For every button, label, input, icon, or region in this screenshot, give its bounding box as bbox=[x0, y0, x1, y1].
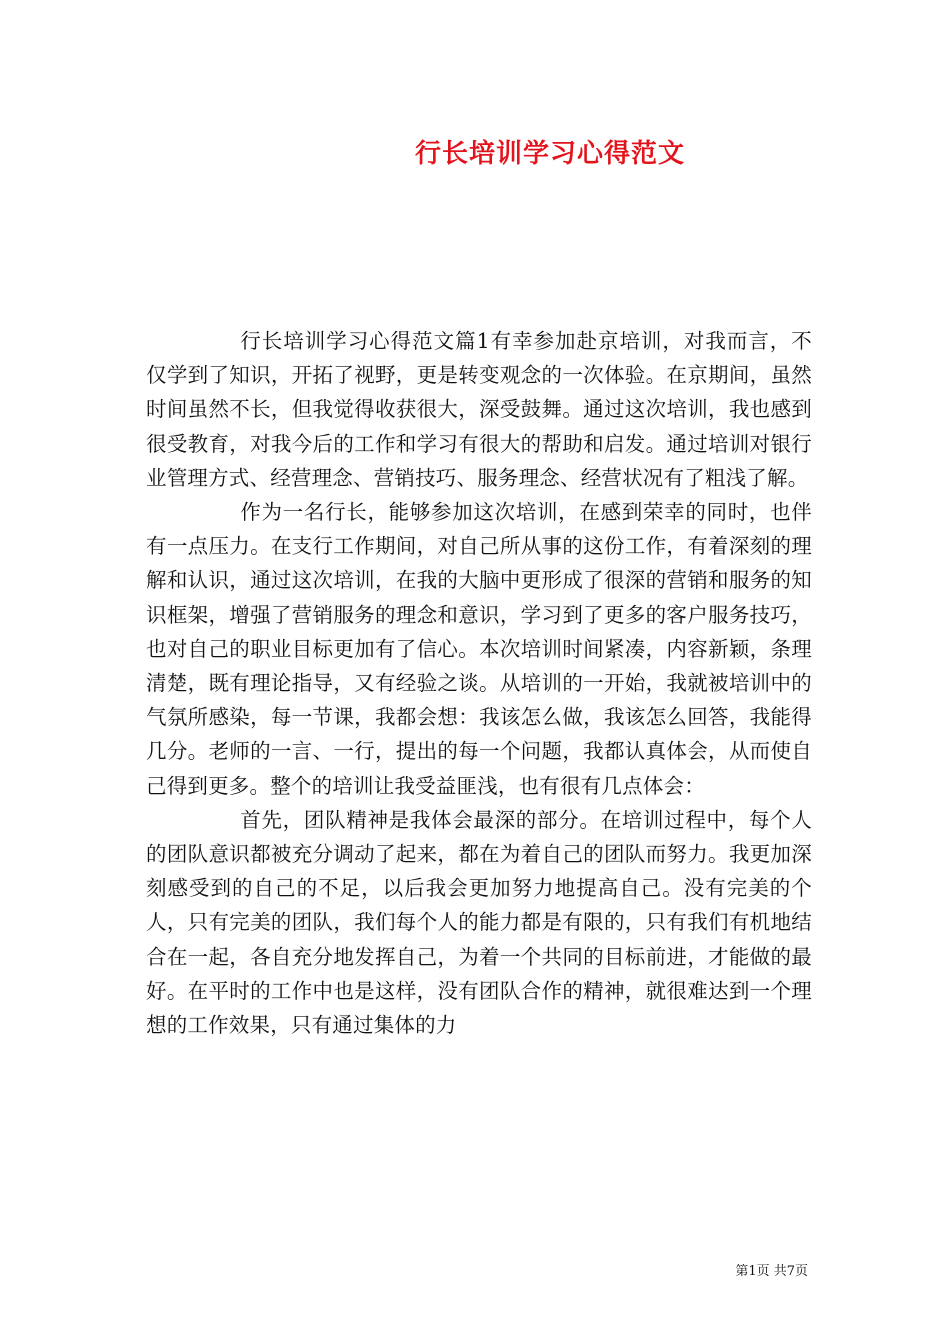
document-title: 行长培训学习心得范文 bbox=[414, 139, 685, 169]
paragraph: 首先，团队精神是我体会最深的部分。在培训过程中，每个人的团队意识都被充分调动了起来，都在为着自己的团队而努力。我更加深刻感受到的自己的不足，以后我会更加努力地提高自己。没有完美的个人，只有完美的团队，我们每个人的能力都是有限的，只有我们有机地结合在一起，各自充分地发挥自己，为着一个共同的目标前进，才能做的最好。在平时的工作中也是这样，没有团队合作的精神，就很难达到一个理想的工作效果，只有通过集体的力 bbox=[146, 807, 812, 1038]
document-body bbox=[146, 324, 812, 1042]
paragraph: 行长培训学习心得范文篇1有幸参加赴京培训，对我而言，不仅学到了知识，开拓了视野，更是转变观念的一次体验。在京期间，虽然时间虽然不长，但我觉得收获很大，深受鼓舞。通过这次培训，我也感到很受教育，对我今后的工作和学习有很大的帮助和启发。通过培训对银行业管理方式、经营理念、营销技巧、服务理念、经营状况有了粗浅了解。 bbox=[146, 329, 812, 490]
paragraph: 作为一名行长，能够参加这次培训，在感到荣幸的同时，也伴有一点压力。在支行工作期间，对自己所从事的这份工作，有着深刻的理解和认识，通过这次培训，在我的大脑中更形成了很深的营销和服务的知识框架，增强了营销服务的理念和意识，学习到了更多的客户服务技巧，也对自己的职业目标更加有了信心。本次培训时间紧凑，内容新颖，条理清楚，既有理论指导，又有经验之谈。从培训的一开始，我就被培训中的气氛所感染，每一节课，我都会想：我该怎么做，我该怎么回答，我能得几分。老师的一言、一行，提出的每一个问题，我都认真体会，从而使自己得到更多。整个的培训让我受益匪浅，也有很有几点体会： bbox=[146, 500, 812, 798]
page-number-footer: 第1页 共7页 bbox=[735, 1264, 808, 1279]
